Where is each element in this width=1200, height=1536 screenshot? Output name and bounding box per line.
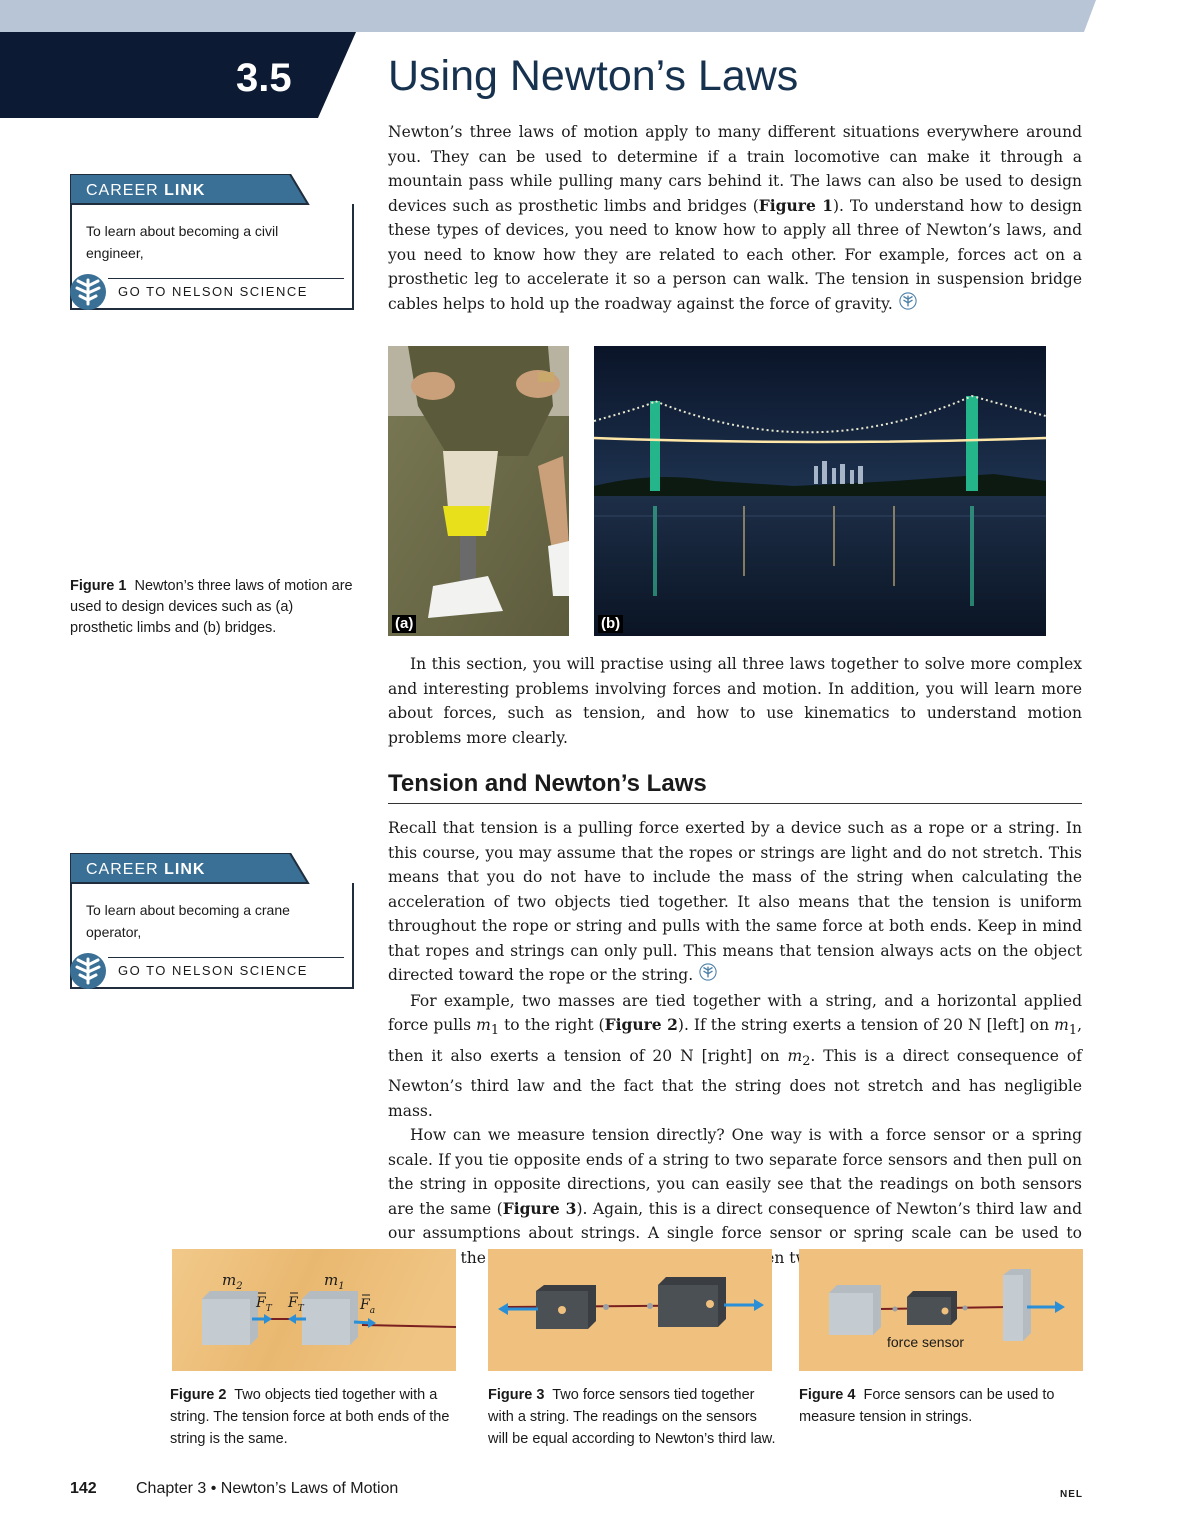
tension-paragraph-3: How can we measure tension directly? One way is with a force sensor or a spring scale. If you tie opposite ends of a string to two separate force sensors and then pull on the string in opposite directions, you can easily see that the readings on both sensors are the same (Figure 3). Again, this is a direct consequence of Newton’s third law and our assumptions about strings. A single force sensor or spring scale can be used to the [388,1126,1082,1267]
figure1-panel-b-label: (b) [598,615,623,633]
intro-text-b: ). To understand how to design these types of devices, you need to know how to apply all three of Newton’s laws, and you need to know how they are related to each other. For example, forces act on a prosthetic leg to accelerate it so a person can walk. The tension in suspension bridge cables helps to hold up the roadway against the force of gravity. [388,196,1082,313]
career-link-title: CAREER LINK [86,861,206,878]
photo-prosthetic-leg [388,346,569,636]
label-m1: $m_1$ [324,1271,345,1292]
figure3-illustration [488,1249,772,1371]
figure3-ref[interactable]: Figure 3 [502,1198,577,1218]
career-link-rule [108,957,344,958]
tension-section-text [388,816,1082,1270]
page-number: 142 [70,1480,97,1497]
figure1-ref[interactable]: Figure 1 [758,195,833,215]
nelson-science-icon[interactable] [699,963,717,989]
label-ft-right: $F_T$ [288,1295,304,1314]
nelson-science-icon[interactable] [899,292,917,318]
figure1-label: Figure 1 [70,578,127,594]
figure3-sensors-diagram [488,1249,772,1371]
career-link-crane-operator[interactable] [70,853,352,993]
intro-text-a: Newton’s three laws of motion apply to many different situations everywhere around you. They can be used to determine if a train locomotive can make it through a mountain pass while pulling many cars behind it. The laws can also be used to design devices such as prosthetic limbs and bridges ( [388,123,1082,215]
section-intro-paragraph: In this section, you will practise using all three laws together to solve more complex and interesting problems involving forces and motion. In addition, you will learn more about forces, such as tension, and how to use kinematics to understand motion problems more clearly. [388,655,1082,747]
section-tab-shape [0,32,356,118]
figure1-caption-text: Newton’s three laws of motion are used to design devices such as (a) prosthetic limbs and (b) bridges. [70,578,353,636]
figure4-caption: Figure 4 Force sensors can be used to measure tension in strings. [799,1387,1055,1425]
figure2-illustration [172,1249,456,1371]
section-title: Using Newton’s Laws [388,52,799,100]
figure2-ref[interactable]: Figure 2 [604,1015,678,1035]
tension-heading: Tension and Newton’s Laws [388,770,1082,804]
photo-suspension-bridge [594,346,1046,636]
figure4-illustration [799,1249,1083,1371]
career-link-civil-engineer[interactable] [70,174,352,314]
intro-paragraph [388,120,1082,317]
prosthetic-leg-illustration [388,346,569,636]
figure1-caption [70,576,360,639]
section-number: 3.5 [236,56,292,100]
bridge-night-illustration [594,346,1046,636]
go-to-nelson-science-link[interactable]: GO TO NELSON SCIENCE [118,963,308,978]
publisher-mark: NEL [1060,1489,1083,1500]
footer-chapter-title: Chapter 3 • Newton’s Laws of Motion [136,1480,399,1497]
section-tab [0,32,356,118]
tension-paragraph-2: For example, two masses are tied together with a string, and a horizontal applied force pulls $m_1$ to the right (Figure 2). If the string exerts a tension of 20 N [left] on $m_1$, then it also exerts a tension of 20 N [right] on $m_2$. This is a direct consequence of Newton’s third law and the fact that the string does not stretch and has negligible mass. [388,991,1082,1120]
figure1-panel-a-label: (a) [392,615,416,633]
tension-paragraph-1: Recall that tension is a pulling force exerted by a device such as a rope or a string. In this course, you may assume that the ropes or strings are light and do not stretch. This means that you do not have to include the mass of the string when calculating the acceleration of two objects tied together. It also means that the tension is uniform throughout the rope or string and pulls with the same force at both ends. Keep in mind that ropes and strings can only pull. This means that tension always acts on the object directed toward the rope or the string. [388,816,1082,989]
figure2-caption: Figure 2 Two objects tied together with a string. The tension force at both ends of the string is the same. [170,1387,450,1447]
label-fa: $F_a$ [360,1297,376,1316]
career-link-title: CAREER LINK [86,182,206,199]
go-to-nelson-science-link[interactable]: GO TO NELSON SCIENCE [118,284,308,299]
career-link-text: To learn about becoming a crane operator, [86,902,290,940]
figure3-caption: Figure 3 Two force sensors tied together with a string. The readings on the sensors will be equal according to Newton’s third law. [488,1387,776,1447]
figure4-force-sensor-diagram [799,1249,1083,1371]
top-band-shape [0,0,1200,32]
label-m2: $m_2$ [222,1271,243,1292]
figure2-blocks-diagram [172,1249,456,1371]
force-sensor-label: force sensor [887,1334,965,1350]
figure2-label: Figure 2 [170,1387,227,1403]
top-band [0,0,1200,32]
figure4-label: Figure 4 [799,1387,856,1403]
label-ft-left: $F_T$ [256,1295,272,1314]
nelson-science-logo-icon[interactable] [68,272,108,317]
figure3-label: Figure 3 [488,1387,545,1403]
career-link-rule [108,278,344,279]
nelson-science-logo-icon[interactable] [68,951,108,996]
career-link-text: To learn about becoming a civil engineer, [86,223,279,261]
